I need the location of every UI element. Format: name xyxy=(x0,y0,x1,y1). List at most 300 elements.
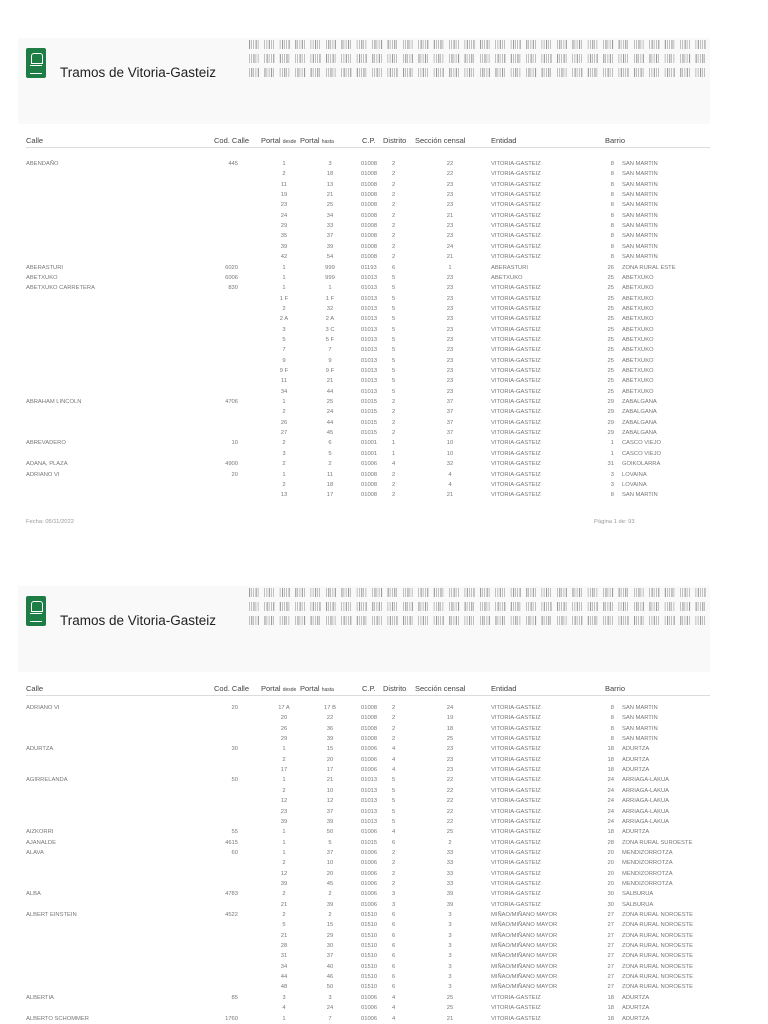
table-row xyxy=(0,734,768,744)
cell-seccion: 2 xyxy=(448,839,452,846)
table-row xyxy=(0,972,768,982)
cell-distrito: 5 xyxy=(392,777,396,784)
cell-cp: 01013 xyxy=(361,347,378,354)
barcode-bar xyxy=(634,616,635,625)
table-row xyxy=(0,356,768,366)
cell-cod-calle: 445 xyxy=(228,161,238,167)
cell-barrio-num: 8 xyxy=(610,705,614,711)
barcode-bar xyxy=(623,54,624,63)
barcode-bar xyxy=(641,40,642,49)
barcode-bar xyxy=(608,616,609,625)
barcode-bar xyxy=(649,588,650,597)
barcode-bar xyxy=(495,68,496,77)
barcode-bar xyxy=(319,588,320,597)
cell-cod-calle: 55 xyxy=(231,829,238,836)
cell-barrio-num: 24 xyxy=(607,818,614,825)
barcode-bar xyxy=(612,54,613,63)
cell-portal-hasta: 3 xyxy=(328,994,332,1001)
barcode-bar xyxy=(546,588,547,597)
barcode-bar xyxy=(500,588,501,597)
barcode-bar xyxy=(372,40,373,49)
cell-cp: 01006 xyxy=(361,461,378,468)
barcode-bar xyxy=(315,602,316,611)
barcode-bar xyxy=(564,588,565,597)
cell-portal-desde: 26 xyxy=(280,419,288,426)
table-row xyxy=(0,713,768,723)
cell-barrio-num: 18 xyxy=(607,767,614,774)
barcode-bar xyxy=(482,616,483,625)
barcode-bar xyxy=(590,68,591,77)
barcode-bar xyxy=(575,616,576,625)
table-row xyxy=(0,838,768,848)
barcode-bar xyxy=(544,588,545,597)
barcode-bar xyxy=(374,68,375,77)
table-row xyxy=(0,470,768,480)
cell-barrio-num: 20 xyxy=(607,870,614,877)
barcode-bar xyxy=(344,616,345,625)
cell-portal-hasta: 17 xyxy=(326,492,334,499)
barcode-bar xyxy=(315,68,316,77)
col-cod-calle: Cod. Calle xyxy=(214,684,250,693)
cell-barrio: MENDIZORROTZA xyxy=(622,849,673,856)
cell-cp: 01013 xyxy=(361,368,378,374)
col-barrio: Barrio xyxy=(605,684,626,693)
cell-entidad: VITORIA-GASTEIZ xyxy=(491,254,541,261)
cell-barrio-num: 31 xyxy=(607,461,614,468)
cell-seccion: 37 xyxy=(446,409,454,416)
barcode-bar xyxy=(658,616,659,625)
barcode-bar xyxy=(458,68,459,77)
cell-seccion: 22 xyxy=(446,798,454,805)
barcode-bar xyxy=(696,40,697,49)
barcode-bar xyxy=(379,68,380,77)
barcode-bar xyxy=(636,68,637,77)
barcode-bar xyxy=(671,616,672,625)
barcode-bar xyxy=(702,602,703,611)
cell-seccion: 23 xyxy=(446,326,454,333)
cell-seccion: 4 xyxy=(448,471,452,478)
cell-seccion: 22 xyxy=(446,787,454,794)
barcode-bar xyxy=(700,602,701,611)
barcode-bar xyxy=(559,54,560,63)
barcode-bar xyxy=(704,54,705,63)
barcode-bar xyxy=(550,588,551,597)
cell-distrito: 6 xyxy=(392,953,396,960)
cell-portal-hasta: 17 xyxy=(326,767,334,774)
barcode-bar xyxy=(544,68,545,77)
barcode-bar xyxy=(390,40,391,49)
barcode-bar xyxy=(438,68,439,77)
barcode-bar xyxy=(363,40,364,49)
cell-entidad: MIÑAO/MIÑANO MAYOR xyxy=(491,963,558,970)
cell-barrio: ZABALGANA xyxy=(622,419,657,426)
cell-portal-hasta: 25 xyxy=(326,202,334,209)
barcode-bar xyxy=(410,68,411,77)
cell-barrio-num: 27 xyxy=(607,984,614,991)
barcode-bar xyxy=(671,68,672,77)
cell-distrito: 5 xyxy=(392,326,396,333)
table-row xyxy=(0,221,768,231)
cell-distrito: 6 xyxy=(392,984,396,991)
cell-seccion: 21 xyxy=(446,212,454,219)
barcode-bar xyxy=(361,588,362,597)
barcode-bar xyxy=(256,616,257,625)
cell-seccion: 3 xyxy=(448,953,452,960)
barcode-bar xyxy=(253,602,254,611)
cell-distrito: 5 xyxy=(392,285,396,292)
barcode-bar xyxy=(575,602,576,611)
cell-entidad: ABERASTURI xyxy=(491,264,529,271)
barcode-bar xyxy=(282,616,283,625)
barcode-bar xyxy=(440,40,441,49)
cell-seccion: 33 xyxy=(446,849,454,856)
barcode-bar xyxy=(405,588,406,597)
table-row xyxy=(0,796,768,806)
cell-entidad: MIÑAO/MIÑANO MAYOR xyxy=(491,974,558,981)
cell-portal-hasta: 29 xyxy=(326,932,334,939)
barcode-bar xyxy=(610,68,611,77)
barcode-bar xyxy=(658,602,659,611)
barcode-bar xyxy=(381,602,382,611)
barcode-bar xyxy=(592,588,593,597)
barcode-bar xyxy=(256,40,257,49)
barcode-bar xyxy=(682,40,683,49)
cell-barrio: ZONA RURAL ESTE xyxy=(622,264,676,271)
cell-entidad: VITORIA-GASTEIZ xyxy=(491,746,541,753)
barcode-bar xyxy=(700,54,701,63)
cell-barrio-num: 18 xyxy=(607,829,614,836)
barcode-bar xyxy=(258,54,259,63)
cell-barrio-num: 8 xyxy=(610,243,614,250)
barcode-bar xyxy=(390,68,391,77)
cell-seccion: 24 xyxy=(446,243,454,250)
barcode-bar xyxy=(685,68,686,77)
cell-cp: 01013 xyxy=(361,295,378,302)
barcode-bar xyxy=(535,588,536,597)
barcode-bar xyxy=(511,54,512,63)
barcode-bar xyxy=(405,602,406,611)
cell-barrio-num: 27 xyxy=(607,953,614,960)
barcode-bar xyxy=(253,68,254,77)
barcode-bar xyxy=(652,68,653,77)
barcode-bar xyxy=(451,602,452,611)
barcode-bar xyxy=(557,54,558,63)
table-row xyxy=(0,490,768,500)
barcode-bar xyxy=(427,68,428,77)
barcode-bar xyxy=(280,54,281,63)
cell-portal-desde: 23 xyxy=(280,808,288,815)
cell-entidad: VITORIA-GASTEIZ xyxy=(491,461,541,468)
cell-portal-hasta: 44 xyxy=(326,388,334,395)
barcode-bar xyxy=(273,54,274,63)
barcode-bar xyxy=(588,588,589,597)
barcode-bar xyxy=(513,588,514,597)
cell-portal-desde: 2 xyxy=(282,481,286,488)
cell-barrio-num: 29 xyxy=(607,430,614,437)
barcode-bar xyxy=(302,616,303,625)
cell-seccion: 23 xyxy=(446,305,454,312)
barcode-bar xyxy=(390,588,391,597)
barcode-bar xyxy=(315,54,316,63)
barcode-bar xyxy=(649,40,650,49)
barcode-bar xyxy=(612,588,613,597)
barcode-bar xyxy=(256,54,257,63)
barcode-bar xyxy=(315,588,316,597)
cell-portal-desde: 48 xyxy=(280,984,288,991)
barcode-bar xyxy=(700,68,701,77)
barcode-bar xyxy=(588,40,589,49)
cell-seccion: 39 xyxy=(446,901,454,908)
cell-barrio: ABETXUKO xyxy=(622,326,654,333)
barcode-bar xyxy=(608,588,609,597)
barcode-bar xyxy=(280,588,281,597)
barcode-bar xyxy=(302,68,303,77)
cell-portal-desde: 21 xyxy=(280,932,288,939)
cell-barrio: ABETXUKO xyxy=(622,285,654,292)
barcode-bar xyxy=(440,54,441,63)
table-row xyxy=(0,807,768,817)
barcode-bar xyxy=(559,40,560,49)
barcode-bar xyxy=(520,616,521,625)
barcode-bar xyxy=(348,588,349,597)
barcode-bar xyxy=(418,602,419,611)
barcode-bar xyxy=(605,588,606,597)
barcode-bar xyxy=(643,40,644,49)
cell-cod-calle: 1760 xyxy=(225,1015,238,1022)
table-row xyxy=(0,438,768,448)
barcode-bar xyxy=(575,40,576,49)
barcode-bar xyxy=(550,68,551,77)
barcode-bar xyxy=(504,54,505,63)
cell-barrio: ABETXUKO xyxy=(622,388,654,395)
barcode-bar xyxy=(548,588,549,597)
barcode-bar xyxy=(511,602,512,611)
cell-portal-hasta: 18 xyxy=(326,481,334,488)
cell-entidad: VITORIA-GASTEIZ xyxy=(491,880,541,887)
cell-portal-desde: 4 xyxy=(282,1005,286,1012)
barcode-bar xyxy=(531,68,532,77)
barcode-bar xyxy=(350,588,351,597)
cell-distrito: 6 xyxy=(392,912,396,918)
barcode-bar xyxy=(271,40,272,49)
barcode-bar xyxy=(456,68,457,77)
barcode-bar xyxy=(264,588,265,597)
barcode-bar xyxy=(533,616,534,625)
barcode-bar xyxy=(284,68,285,77)
table-row xyxy=(0,325,768,335)
cell-entidad: VITORIA-GASTEIZ xyxy=(491,399,541,406)
cell-portal-desde: 1 xyxy=(282,471,286,478)
cell-barrio: CASCO VIEJO xyxy=(622,450,661,457)
cell-barrio: ZONA RURAL NOROESTE xyxy=(622,922,693,929)
barcode-bar xyxy=(454,40,455,49)
cell-distrito: 4 xyxy=(392,756,396,763)
barcode-bar xyxy=(575,54,576,63)
barcode-bar xyxy=(449,616,450,625)
barcode-bar xyxy=(249,616,250,625)
col-entidad: Entidad xyxy=(491,136,517,145)
cell-portal-hasta: 21 xyxy=(326,192,334,199)
barcode-bar xyxy=(612,616,613,625)
cell-portal-desde: 1 xyxy=(282,1015,286,1022)
cell-barrio-num: 24 xyxy=(607,808,614,815)
barcode-bar xyxy=(319,54,320,63)
table-row xyxy=(0,387,768,397)
cell-portal-desde: 1 xyxy=(282,746,286,753)
table-row xyxy=(0,889,768,899)
barcode-bar xyxy=(407,588,408,597)
cell-distrito: 2 xyxy=(392,399,396,406)
cell-calle: ABERASTURI xyxy=(26,264,64,271)
cell-portal-desde: 2 xyxy=(282,461,286,468)
cell-barrio-num: 8 xyxy=(610,725,614,732)
barcode-bar xyxy=(443,68,444,77)
barcode-bar xyxy=(528,54,529,63)
cell-barrio: SAN MARTIN xyxy=(622,705,658,711)
barcode-bar xyxy=(625,54,626,63)
table-row xyxy=(0,879,768,889)
barcode-bar xyxy=(621,616,622,625)
barcode-bar xyxy=(300,54,301,63)
cell-cp: 01013 xyxy=(361,274,378,281)
barcode-bar xyxy=(473,40,474,49)
barcode-bar xyxy=(597,588,598,597)
cell-cp: 01001 xyxy=(361,450,378,457)
barcode-bar xyxy=(264,68,265,77)
barcode-bar xyxy=(350,602,351,611)
barcode-bar xyxy=(520,68,521,77)
cell-portal-desde: 29 xyxy=(280,223,288,230)
cell-cp: 01008 xyxy=(361,705,378,711)
barcode-bar xyxy=(449,588,450,597)
barcode-bar xyxy=(638,54,639,63)
barcode-bar xyxy=(689,40,690,49)
cell-seccion: 37 xyxy=(446,430,454,437)
barcode-bar xyxy=(619,40,620,49)
cell-barrio-num: 8 xyxy=(610,223,614,230)
barcode-bar xyxy=(469,616,470,625)
barcode-bar xyxy=(504,616,505,625)
barcode-bar xyxy=(326,616,327,625)
cell-cp: 01013 xyxy=(361,316,378,323)
barcode-bar xyxy=(656,68,657,77)
barcode-bar xyxy=(286,68,287,77)
col-seccion: Sección censal xyxy=(415,684,466,693)
barcode-bar xyxy=(407,40,408,49)
cell-barrio-num: 29 xyxy=(607,419,614,426)
barcode-bar xyxy=(317,68,318,77)
cell-portal-hasta: 9 F xyxy=(325,368,335,374)
barcode-bar xyxy=(702,68,703,77)
cell-cod-calle: 60 xyxy=(231,849,238,856)
barcode-bar xyxy=(471,616,472,625)
barcode-bar xyxy=(685,616,686,625)
barcode-bar xyxy=(297,40,298,49)
cell-distrito: 2 xyxy=(392,860,396,867)
barcode-bar xyxy=(403,68,404,77)
cell-entidad: VITORIA-GASTEIZ xyxy=(491,440,541,447)
cell-seccion: 19 xyxy=(446,715,454,722)
barcode-bar xyxy=(520,588,521,597)
cell-cp: 01008 xyxy=(361,223,378,230)
barcode-bar xyxy=(696,588,697,597)
barcode-bar xyxy=(403,54,404,63)
cell-barrio: ABETXUKO xyxy=(622,357,654,364)
barcode-bar xyxy=(564,602,565,611)
barcode-bar xyxy=(641,54,642,63)
barcode-bar xyxy=(269,616,270,625)
cell-portal-hasta: 17 B xyxy=(324,705,336,711)
barcode-bar xyxy=(454,588,455,597)
barcode-bar xyxy=(469,68,470,77)
barcode-bar xyxy=(341,602,342,611)
barcode-bar xyxy=(311,588,312,597)
cell-distrito: 3 xyxy=(392,901,396,908)
barcode-bar xyxy=(390,54,391,63)
barcode-bar xyxy=(379,54,380,63)
cell-barrio: SAN MARTIN xyxy=(622,223,658,230)
cell-portal-hasta: 15 xyxy=(326,746,334,753)
cell-calle: AGIRRELANDA xyxy=(26,777,68,784)
barcode-bar xyxy=(548,68,549,77)
barcode-bar xyxy=(669,54,670,63)
cell-barrio-num: 20 xyxy=(607,849,614,856)
barcode-bar xyxy=(533,40,534,49)
barcode-bar xyxy=(421,68,422,77)
table-row xyxy=(0,848,768,858)
barcode-bar xyxy=(251,602,252,611)
barcode-bar xyxy=(289,40,290,49)
barcode-bar xyxy=(500,602,501,611)
barcode-bar xyxy=(652,40,653,49)
barcode-bar xyxy=(704,68,705,77)
barcode-bar xyxy=(359,616,360,625)
cell-entidad: VITORIA-GASTEIZ xyxy=(491,1005,541,1012)
barcode-bar xyxy=(674,602,675,611)
barcode-bar xyxy=(535,54,536,63)
cell-distrito: 6 xyxy=(392,264,396,271)
barcode-bar xyxy=(300,68,301,77)
barcode-bar xyxy=(465,68,466,77)
barcode-bar xyxy=(504,588,505,597)
barcode-bar xyxy=(487,602,488,611)
cell-seccion: 23 xyxy=(446,347,454,354)
barcode-bar xyxy=(344,602,345,611)
barcode-bar xyxy=(484,40,485,49)
barcode-bar xyxy=(579,588,580,597)
barcode-bar xyxy=(436,602,437,611)
barcode-bar xyxy=(500,54,501,63)
barcode-bar xyxy=(392,40,393,49)
barcode-bar xyxy=(311,616,312,625)
barcode-bar xyxy=(438,588,439,597)
barcode-bar xyxy=(480,40,481,49)
barcode-bar xyxy=(372,68,373,77)
cell-calle: AIZKORRI xyxy=(26,829,54,836)
barcode-bar xyxy=(696,616,697,625)
barcode-bar xyxy=(526,40,527,49)
cell-barrio-num: 18 xyxy=(607,746,614,753)
barcode-bar xyxy=(449,68,450,77)
cell-distrito: 4 xyxy=(392,746,396,753)
barcode-bar xyxy=(423,616,424,625)
barcode-bar xyxy=(346,616,347,625)
barcode-bar xyxy=(594,588,595,597)
barcode-bar xyxy=(269,54,270,63)
cell-seccion: 22 xyxy=(446,777,454,784)
cell-seccion: 23 xyxy=(446,233,454,240)
barcode-bar xyxy=(471,40,472,49)
